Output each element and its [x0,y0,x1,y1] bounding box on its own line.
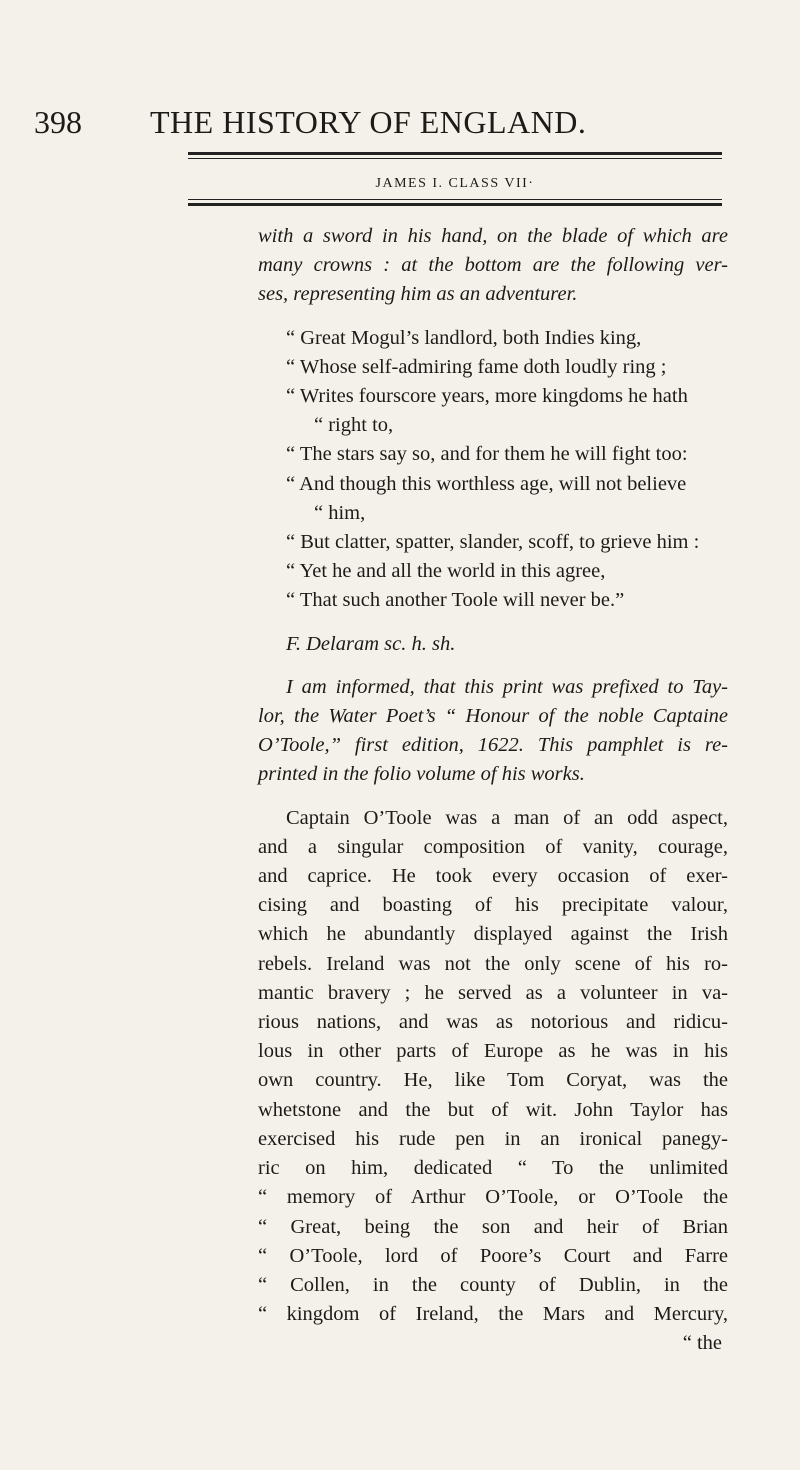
verse-block [258,324,728,616]
paragraph-line: exercised his rude pen in an ironical panegy- [258,1127,728,1150]
engraver-credit: F. Delaram sc. h. sh. [286,632,456,655]
caption-line: ses, representing him as an adventurer. [258,283,578,306]
verse-line: “ him, [314,501,366,524]
note-line: lor, the Water Poet’s “ Honour of the noble Captaine [258,705,728,728]
verse-line: “ Writes fourscore years, more kingdoms he hath [286,385,688,408]
paragraph-line: “ memory of Arthur O’Toole, or O’Toole the [258,1186,728,1209]
header-rule-bottom-thin [188,199,722,200]
paragraph-line: mantic bravery ; he served as a volunteer in va- [258,981,728,1004]
note-line: I am informed, that this print was prefixed to Tay- [286,675,728,698]
header-rule-top-thin [188,158,722,159]
paragraph-line: rebels. Ireland was not the only scene of his ro- [258,952,728,975]
caption-line: with a sword in his hand, on the blade of which are [258,225,728,247]
page-body [258,222,728,1359]
header-rule-bottom [188,203,722,206]
verse-line: “ Yet he and all the world in this agree, [286,560,606,583]
caption-line: many crowns : at the bottom are the following ver- [258,254,728,277]
header-rule-top [188,152,722,155]
paragraph-line: own country. He, like Tom Coryat, was the [258,1069,728,1092]
paragraph-line: lous in other parts of Europe as he was in his [258,1040,728,1063]
paragraph-line: “ Great, being the son and heir of Brian [258,1215,728,1238]
paragraph-line: which he abundantly displayed against the Irish [258,923,728,946]
running-title: THE HISTORY OF ENGLAND. [150,104,587,140]
paragraph-line: Captain O’Toole was a man of an odd aspect, [286,806,728,829]
verse-line: “ Whose self-admiring fame doth loudly ring ; [286,355,667,378]
paragraph-line: “ kingdom of Ireland, the Mars and Mercury, [258,1303,728,1326]
catchword: “ the [682,1332,722,1355]
verse-line: “ The stars say so, and for them he will fight too: [286,443,688,466]
verse-line: “ But clatter, spatter, slander, scoff, to grieve him : [286,531,700,554]
note-line: O’Toole,” first edition, 1622. This pamphlet is re- [258,734,728,757]
verse-line: “ That such another Toole will never be.” [286,589,625,612]
verse-line: “ And though this worthless age, will not believe [286,472,687,495]
verse-line: “ Great Mogul’s landlord, both Indies king, [286,326,642,349]
verse-line: “ right to, [314,414,394,437]
paragraph-line: whetstone and the but of wit. John Taylor has [258,1098,728,1121]
paragraph-line: rious nations, and was as notorious and ridicu- [258,1011,728,1034]
main-paragraph [258,804,728,1359]
paragraph-line: and caprice. He took every occasion of exer- [258,865,728,888]
paragraph-line: cising and boasting of his precipitate valour, [258,894,728,917]
source-note [258,673,728,790]
paragraph-line: “ Collen, in the county of Dublin, in the [258,1273,728,1296]
paragraph-line: and a singular composition of vanity, courage, [258,835,728,858]
page-number: 398 [34,104,82,140]
portrait-caption [258,222,728,310]
note-line: printed in the folio volume of his works. [258,763,585,786]
class-subheading: JAMES I. CLASS VII· [375,176,535,191]
paragraph-line: ric on him, dedicated “ To the unlimited [258,1157,728,1180]
paragraph-line: “ O’Toole, lord of Poore’s Court and Farre [258,1244,728,1267]
